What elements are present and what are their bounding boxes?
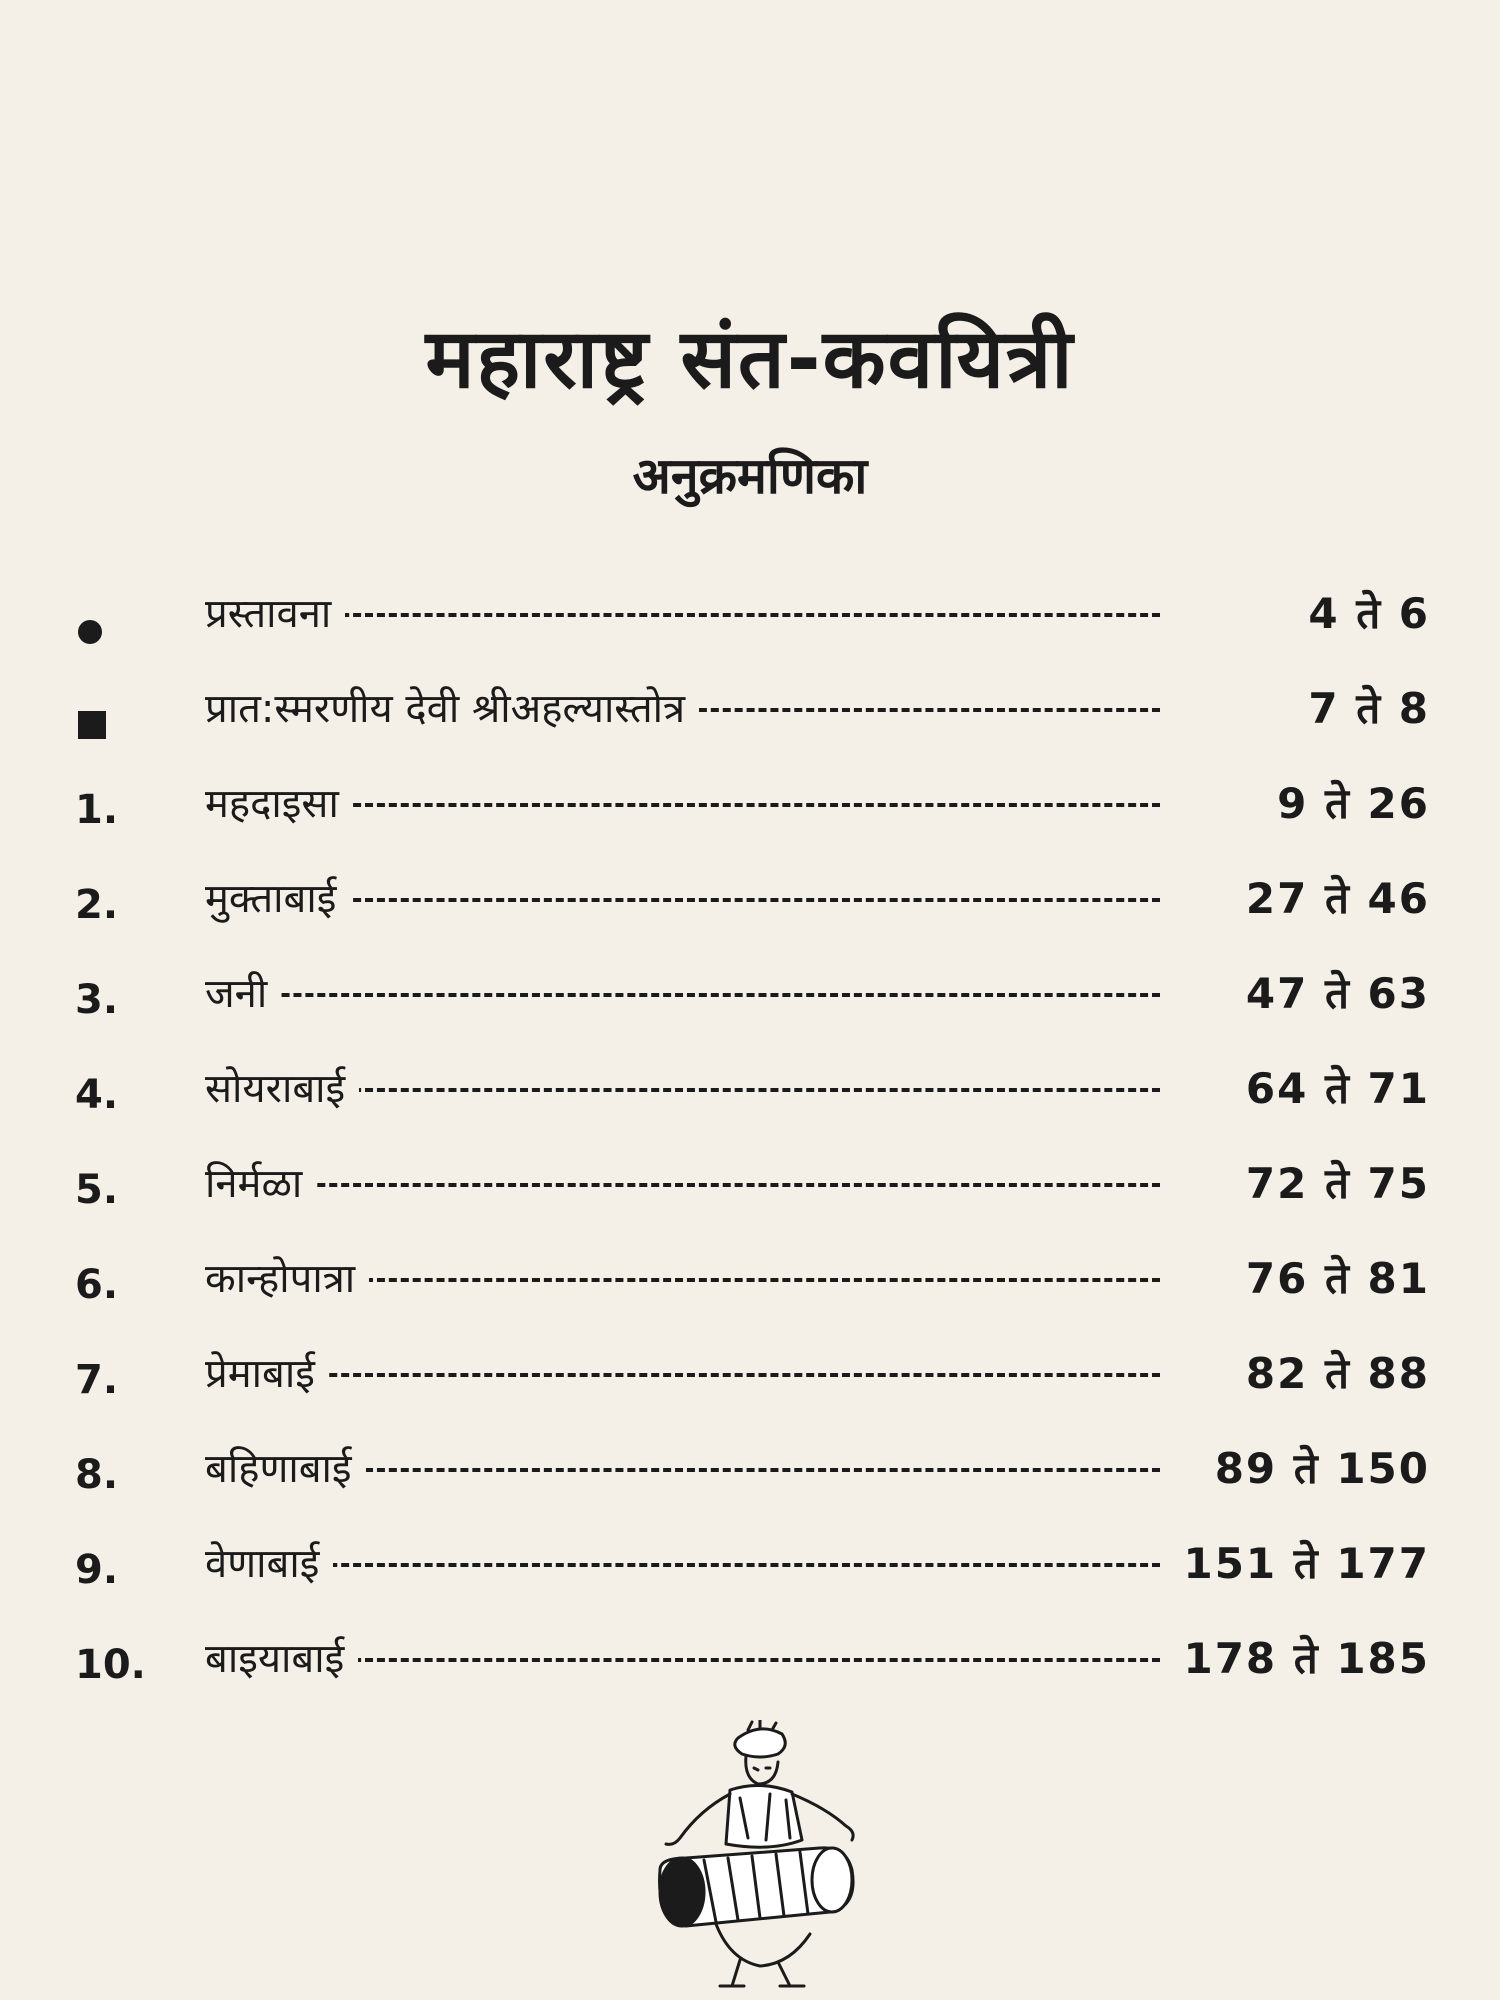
toc-entry-label: बाइयाबाई bbox=[205, 1629, 358, 1689]
toc-entry-label: प्रात:स्मरणीय देवी श्रीअहल्यास्तोत्र bbox=[205, 679, 699, 739]
page-subtitle: अनुक्रमणिका bbox=[632, 447, 868, 505]
dash-leader bbox=[210, 613, 1160, 617]
drummer-illustration bbox=[620, 1720, 900, 1990]
toc-entry-number: 7. bbox=[75, 1357, 119, 1403]
toc-entry-number: 6. bbox=[75, 1262, 119, 1308]
toc-row[interactable] bbox=[0, 1625, 1500, 1705]
toc-entry-pages: 9 ते 26 bbox=[1265, 774, 1430, 834]
toc-entry-pages: 76 ते 81 bbox=[1234, 1249, 1430, 1309]
toc-entry-label: कान्होपात्रा bbox=[205, 1249, 369, 1309]
toc-entry-pages: 89 ते 150 bbox=[1203, 1439, 1430, 1499]
toc-entry-pages: 64 ते 71 bbox=[1234, 1059, 1430, 1119]
toc-entry-pages: 82 ते 88 bbox=[1234, 1344, 1430, 1404]
toc-entry-pages: 27 ते 46 bbox=[1234, 869, 1430, 929]
toc-row[interactable] bbox=[0, 1435, 1500, 1515]
toc-entry-pages: 151 ते 177 bbox=[1171, 1534, 1430, 1594]
toc-entry-label: सोयराबाई bbox=[205, 1059, 359, 1119]
toc-entry-label: बहिणाबाई bbox=[205, 1439, 366, 1499]
toc-row[interactable] bbox=[0, 1245, 1500, 1325]
toc-entry-number: 3. bbox=[75, 977, 119, 1023]
toc-entry-number: 8. bbox=[75, 1452, 119, 1498]
toc-entry-label: वेणाबाई bbox=[205, 1534, 333, 1594]
toc-row[interactable] bbox=[0, 960, 1500, 1040]
toc-entry-label: निर्मळा bbox=[205, 1154, 316, 1214]
dash-leader bbox=[210, 1563, 1160, 1567]
dash-leader bbox=[210, 993, 1160, 997]
toc-entry-number: 1. bbox=[75, 787, 119, 833]
toc-row[interactable] bbox=[0, 770, 1500, 850]
toc-entry-label: महदाइसा bbox=[205, 774, 353, 834]
toc-row[interactable] bbox=[0, 1055, 1500, 1135]
toc-row[interactable] bbox=[0, 1530, 1500, 1610]
toc-entry-pages: 47 ते 63 bbox=[1234, 964, 1430, 1024]
toc-entry-pages: 178 ते 185 bbox=[1171, 1629, 1430, 1689]
toc-row[interactable] bbox=[0, 865, 1500, 945]
dash-leader bbox=[210, 1183, 1160, 1187]
toc-entry-number: 9. bbox=[75, 1547, 119, 1593]
toc-row[interactable] bbox=[0, 580, 1500, 660]
toc-entry-label: प्रस्तावना bbox=[205, 584, 345, 644]
dash-leader bbox=[210, 898, 1160, 902]
toc-row[interactable] bbox=[0, 1340, 1500, 1420]
toc-entry-number: 5. bbox=[75, 1167, 119, 1213]
bullet-square-icon bbox=[78, 711, 106, 739]
toc-entry-label: जनी bbox=[205, 964, 281, 1024]
toc-entry-label: प्रेमाबाई bbox=[205, 1344, 329, 1404]
dash-leader bbox=[210, 1373, 1160, 1377]
toc-row[interactable] bbox=[0, 675, 1500, 755]
page-title: महाराष्ट्र संत-कवयित्री bbox=[425, 312, 1075, 407]
toc-entry-number: 10. bbox=[75, 1642, 146, 1688]
bullet-dot-icon bbox=[78, 620, 102, 644]
toc-row[interactable] bbox=[0, 1150, 1500, 1230]
toc-entry-number: 4. bbox=[75, 1072, 119, 1118]
toc-entry-label: मुक्ताबाई bbox=[205, 869, 350, 929]
toc-entry-pages: 7 ते 8 bbox=[1296, 679, 1430, 739]
toc-entry-number: 2. bbox=[75, 882, 119, 928]
toc-entry-pages: 72 ते 75 bbox=[1234, 1154, 1430, 1214]
toc-entry-pages: 4 ते 6 bbox=[1296, 584, 1430, 644]
